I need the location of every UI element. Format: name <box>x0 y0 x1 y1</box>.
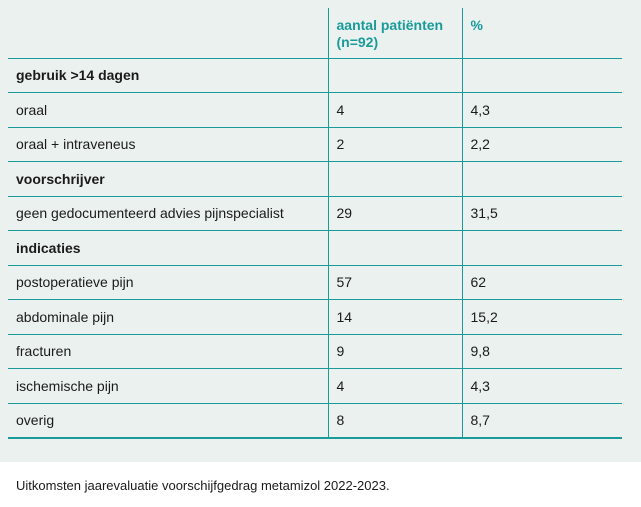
row-count: 14 <box>328 300 462 335</box>
table-header-row <box>8 8 622 58</box>
row-pct: 9,8 <box>462 334 622 369</box>
row-count: 4 <box>328 93 462 128</box>
row-count: 57 <box>328 265 462 300</box>
header-count-cell: aantal patiënten (n=92) <box>328 8 462 58</box>
row-label: oraal + intraveneus <box>8 127 328 162</box>
table-row <box>8 265 622 300</box>
row-label: ischemische pijn <box>8 369 328 404</box>
table-row <box>8 127 622 162</box>
row-pct: 8,7 <box>462 403 622 438</box>
row-label: geen gedocumenteerd advies pijnspecialist <box>8 196 328 231</box>
row-count: 29 <box>328 196 462 231</box>
row-pct: 15,2 <box>462 300 622 335</box>
data-table <box>8 8 622 439</box>
row-label: voorschrijver <box>8 162 328 197</box>
row-count <box>328 58 462 93</box>
table-row <box>8 93 622 128</box>
table-row <box>8 334 622 369</box>
row-label: fracturen <box>8 334 328 369</box>
row-count: 2 <box>328 127 462 162</box>
table-row <box>8 162 622 197</box>
row-count: 8 <box>328 403 462 438</box>
row-label: gebruik >14 dagen <box>16 67 140 84</box>
row-count <box>328 162 462 197</box>
row-pct: 4,3 <box>462 369 622 404</box>
row-count <box>328 231 462 266</box>
row-count: 4 <box>328 369 462 404</box>
table-row <box>8 196 622 231</box>
row-label: overig <box>8 403 328 438</box>
header-pct-cell: % <box>462 8 622 58</box>
row-pct <box>462 231 622 266</box>
row-label: oraal <box>8 93 328 128</box>
table-row <box>8 300 622 335</box>
table-caption: Uitkomsten jaarevaluatie voorschijfgedrag metamizol 2022-2023. <box>16 478 390 493</box>
table-row <box>8 58 622 93</box>
row-pct: 2,2 <box>462 127 622 162</box>
header-label-cell <box>8 8 328 58</box>
table-row <box>8 369 622 404</box>
row-label: postoperatieve pijn <box>8 265 328 300</box>
row-pct: 62 <box>462 265 622 300</box>
table-row <box>8 231 622 266</box>
row-pct: 4,3 <box>462 93 622 128</box>
row-pct <box>462 162 622 197</box>
row-pct <box>462 58 622 93</box>
row-label: indicaties <box>8 231 328 266</box>
row-pct: 31,5 <box>462 196 622 231</box>
row-count: 9 <box>328 334 462 369</box>
table-row <box>8 403 622 438</box>
row-label: abdominale pijn <box>8 300 328 335</box>
